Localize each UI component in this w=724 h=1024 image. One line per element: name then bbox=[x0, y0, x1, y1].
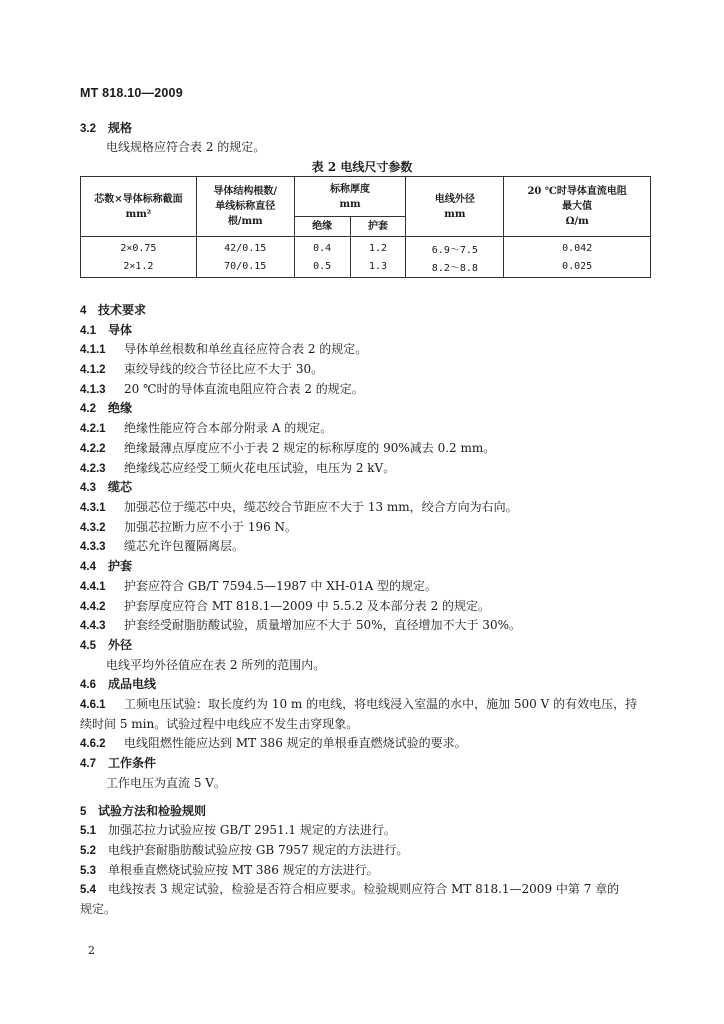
body-line bbox=[80, 881, 619, 898]
section-title: 导体 bbox=[108, 323, 133, 337]
clause-text: 加强芯拉力试验应按 GB/T 2951.1 规定的方法进行。 bbox=[108, 823, 396, 837]
section-number: 4.1.3 bbox=[80, 384, 106, 396]
section-heading bbox=[80, 755, 156, 772]
section-3-2-heading bbox=[80, 120, 132, 137]
body-line bbox=[80, 440, 495, 457]
clause-text: 加强芯拉断力应不小于 196 N。 bbox=[124, 520, 298, 534]
clause-text: 工作电压为直流 5 V。 bbox=[106, 776, 226, 790]
clause-text: 绝缘线芯应经受工频火花电压试验，电压为 2 kV。 bbox=[124, 461, 396, 475]
section-title: 外径 bbox=[108, 638, 133, 652]
header-nominal-thickness: 标称厚度 mm bbox=[294, 177, 406, 217]
section-heading bbox=[80, 400, 132, 417]
clause-text: 单根垂直燃烧试验应按 MT 386 规定的方法进行。 bbox=[108, 863, 379, 877]
clause-text: 加强芯位于缆芯中央，缆芯绞合节距应不大于 13 mm，绞合方向为右向。 bbox=[124, 500, 518, 514]
section-number: 4.6.2 bbox=[80, 738, 106, 750]
clause-text: 缆芯允许包覆隔离层。 bbox=[124, 539, 245, 553]
standard-code-header: MT 818.10—2009 bbox=[80, 86, 183, 100]
clause-text: 20 ℃时的导体直流电阻应符合表 2 的规定。 bbox=[124, 382, 364, 396]
section-heading bbox=[80, 302, 146, 319]
body-line bbox=[80, 341, 367, 358]
section-number: 4.3.2 bbox=[80, 522, 106, 534]
body-line bbox=[80, 901, 116, 917]
table-row: 2×1.2 70/0.15 0.5 1.3 8.2～8.8 0.025 bbox=[81, 257, 651, 278]
body-line bbox=[80, 538, 244, 555]
body-line bbox=[80, 361, 323, 378]
section-number: 4.4.3 bbox=[80, 620, 106, 632]
section-number: 4.1.1 bbox=[80, 344, 106, 356]
header-outer-diameter: 电线外径 mm bbox=[406, 177, 504, 237]
body-line bbox=[80, 381, 364, 398]
clause-text: 绝缘性能应符合本部分附录 A 的规定。 bbox=[124, 421, 333, 435]
clause-text: 束绞导线的绞合节径比应不大于 30。 bbox=[124, 362, 324, 376]
header-insulation: 绝缘 bbox=[294, 217, 350, 237]
section-title: 技术要求 bbox=[98, 303, 147, 317]
section-heading bbox=[80, 803, 206, 820]
section-title: 成品电线 bbox=[108, 677, 157, 691]
section-number: 5.1 bbox=[80, 825, 96, 837]
section-number: 4.4.1 bbox=[80, 581, 106, 593]
body-line bbox=[80, 598, 490, 615]
body-line bbox=[80, 460, 395, 477]
section-number: 3.2 bbox=[80, 123, 96, 135]
section-number: 4.2.2 bbox=[80, 443, 106, 455]
section-number: 4.3.1 bbox=[80, 502, 106, 514]
section-number: 4.4 bbox=[80, 561, 96, 573]
header-sheath: 护套 bbox=[350, 217, 406, 237]
clause-text: 护套厚度应符合 MT 818.1—2009 中 5.5.2 及本部分表 2 的规定。 bbox=[124, 599, 491, 613]
clause-text: 工频电压试验：取长度约为 10 m 的电线，将电线浸入室温的水中，施加 500 V 的有效电压，持 bbox=[124, 697, 638, 711]
body-line bbox=[80, 862, 379, 879]
table-caption: 表 2 电线尺寸参数 bbox=[311, 160, 413, 174]
page-number: 2 bbox=[88, 944, 95, 957]
clause-text: 电线阻燃性能应达到 MT 386 规定的单根垂直燃烧试验的要求。 bbox=[124, 736, 467, 750]
section-number: 4.6.1 bbox=[80, 699, 106, 711]
section-3-2-text: 电线规格应符合表 2 的规定。 bbox=[106, 140, 266, 154]
section-title: 规格 bbox=[108, 121, 133, 135]
clause-text: 续时间 5 min。试验过程中电线应不发生击穿现象。 bbox=[80, 717, 359, 731]
body-line bbox=[80, 735, 467, 752]
header-cores-section: 芯数×导体标称截面 mm² bbox=[81, 177, 197, 237]
section-number: 5.4 bbox=[80, 884, 96, 896]
body-line bbox=[80, 617, 521, 634]
section-number: 4.4.2 bbox=[80, 601, 106, 613]
section-number: 4.3.3 bbox=[80, 541, 106, 553]
body-line bbox=[106, 657, 325, 673]
section-number: 4 bbox=[80, 305, 87, 317]
section-number: 4.3 bbox=[80, 482, 96, 494]
section-number: 5.3 bbox=[80, 865, 96, 877]
section-title: 工作条件 bbox=[108, 756, 157, 770]
section-number: 4.7 bbox=[80, 758, 96, 770]
section-title: 试验方法和检验规则 bbox=[98, 804, 207, 818]
section-number: 4.2.1 bbox=[80, 423, 106, 435]
body-line bbox=[80, 842, 408, 859]
section-title: 护套 bbox=[108, 559, 133, 573]
section-number: 4.2 bbox=[80, 403, 96, 415]
clause-text: 导体单丝根数和单丝直径应符合表 2 的规定。 bbox=[124, 342, 368, 356]
section-heading bbox=[80, 637, 132, 654]
body-line bbox=[80, 519, 297, 536]
wire-dimension-table bbox=[80, 176, 651, 278]
section-number: 4.2.3 bbox=[80, 463, 106, 475]
clause-text: 电线护套耐脂肪酸试验应按 GB 7957 规定的方法进行。 bbox=[108, 843, 409, 857]
section-heading bbox=[80, 322, 132, 339]
section-number: 4.1.2 bbox=[80, 364, 106, 376]
table-row: 2×0.75 42/0.15 0.4 1.2 6.9～7.5 0.042 bbox=[81, 237, 651, 258]
body-line bbox=[80, 716, 358, 732]
body-line bbox=[106, 775, 226, 791]
clause-text: 护套应符合 GB/T 7594.5—1987 中 XH-01A 型的规定。 bbox=[124, 579, 438, 593]
body-line bbox=[80, 420, 332, 437]
section-heading bbox=[80, 676, 156, 693]
header-dc-resistance: 20 ℃时导体直流电阻 最大值 Ω/m bbox=[504, 177, 651, 237]
clause-text: 电线按表 3 规定试验，检验是否符合相应要求。检验规则应符合 MT 818.1—2009 中第 7 章的 bbox=[108, 882, 620, 896]
clause-text: 规定。 bbox=[80, 902, 117, 916]
body-line bbox=[80, 499, 518, 516]
clause-text: 电线平均外径值应在表 2 所列的范围内。 bbox=[106, 658, 326, 672]
body-line bbox=[80, 822, 396, 839]
section-number: 4.1 bbox=[80, 325, 96, 337]
section-heading bbox=[80, 479, 132, 496]
clause-text: 绝缘最薄点厚度应不小于表 2 规定的标称厚度的 90%减去 0.2 mm。 bbox=[124, 441, 496, 455]
section-number: 5 bbox=[80, 806, 87, 818]
clause-text: 护套经受耐脂肪酸试验，质量增加应不大于 50%，直径增加不大于 30%。 bbox=[124, 618, 521, 632]
body-line bbox=[80, 578, 437, 595]
section-number: 5.2 bbox=[80, 845, 96, 857]
section-heading bbox=[80, 558, 132, 575]
body-line bbox=[80, 696, 637, 713]
header-conductor-structure: 导体结构根数/ 单线标称直径 根/mm bbox=[196, 177, 294, 237]
section-title: 缆芯 bbox=[108, 480, 133, 494]
section-number: 4.5 bbox=[80, 640, 96, 652]
section-title: 绝缘 bbox=[108, 401, 133, 415]
section-number: 4.6 bbox=[80, 679, 96, 691]
